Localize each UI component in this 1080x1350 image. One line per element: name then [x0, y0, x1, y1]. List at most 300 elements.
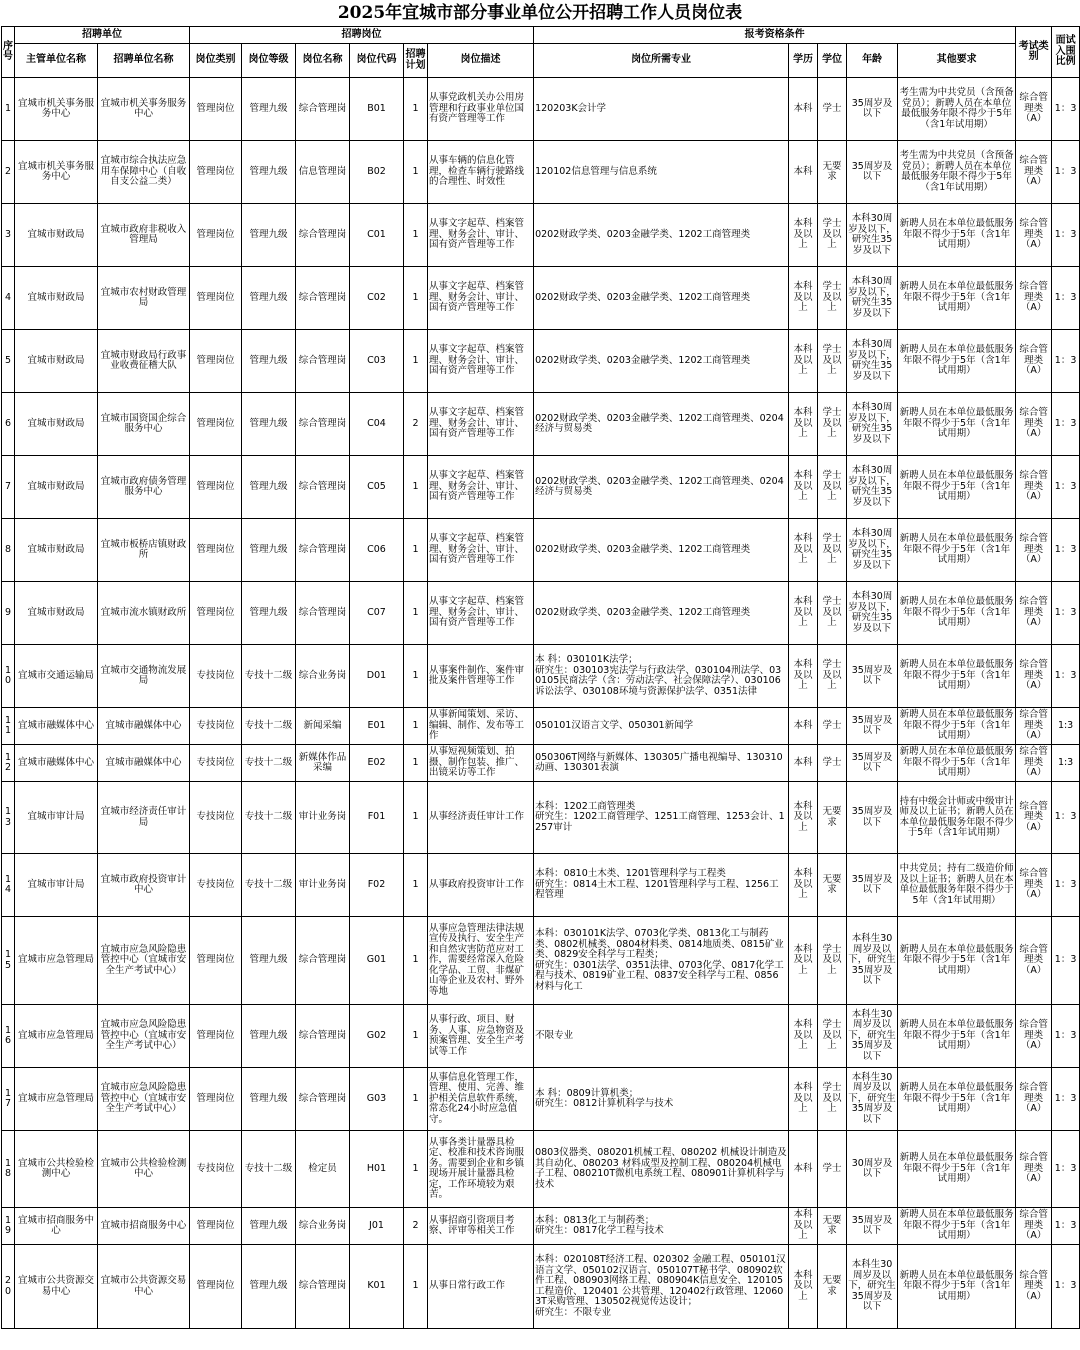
education: 本科及以上 — [789, 782, 818, 854]
hiring-plan: 1 — [404, 645, 428, 708]
major-line: 研究生：0817化学工程与技术 — [535, 1225, 664, 1236]
required-major — [534, 708, 789, 745]
major-line: 0202财政学类、0203金融学类、1202工商管理类、0204经济与贸易类 — [535, 412, 784, 434]
post-level: 专技十二级 — [242, 854, 296, 917]
header-seq: 序号 — [2, 27, 15, 78]
education: 本科及以上 — [789, 393, 818, 456]
required-major — [534, 78, 789, 141]
seq: 1 — [2, 78, 15, 141]
post-level: 管理九级 — [242, 141, 296, 204]
post-category: 专技岗位 — [190, 854, 242, 917]
dept-name: 宜城市交通运输局 — [15, 645, 98, 708]
exam-type: 综合管理类（A） — [1016, 1005, 1052, 1068]
post-code: C02 — [350, 267, 404, 330]
unit-name: 宜城市公共检验检测中心 — [98, 1131, 190, 1208]
table-row — [2, 854, 1080, 917]
post-description: 从事新闻策划、采访、编辑、制作、发布等工作 — [428, 708, 534, 745]
interview-ratio: 1：3 — [1052, 1208, 1080, 1245]
hiring-plan: 2 — [404, 393, 428, 456]
other-requirements: 新聘人员在本单位最低服务年限不得少于5年（含1年试用期） — [898, 519, 1016, 582]
major-line: 不限专业 — [535, 1029, 574, 1041]
post-description: 从事文字起草、档案管理、财务会计、审计、国有资产管理等工作 — [428, 204, 534, 267]
table-row — [2, 1068, 1080, 1131]
major-line: 0202财政学类、0203金融学类、1202工商管理类 — [535, 291, 751, 303]
table-row — [2, 1131, 1080, 1208]
education: 本科及以上 — [789, 854, 818, 917]
age-limit: 本科30周岁及以下，研究生35岁及以下 — [847, 204, 898, 267]
interview-ratio: 1：3 — [1052, 645, 1080, 708]
age-limit: 35周岁及以下 — [847, 708, 898, 745]
post-name: 综合管理岗 — [296, 456, 350, 519]
hiring-plan: 1 — [404, 745, 428, 782]
post-description: 从事短视频策划、拍摄、制作包装、推广、出镜采访等工作 — [428, 745, 534, 782]
degree: 无要求 — [818, 1245, 847, 1329]
table-row — [2, 267, 1080, 330]
post-name: 综合管理岗 — [296, 204, 350, 267]
major-line: 120102信息管理与信息系统 — [535, 165, 657, 177]
header-interview-ratio: 面试入围比例 — [1052, 27, 1080, 78]
degree: 学士及以上 — [818, 1068, 847, 1131]
dept-name: 宜城市财政局 — [15, 204, 98, 267]
education: 本科及以上 — [789, 1068, 818, 1131]
header-group-post: 招聘岗位 — [190, 27, 534, 44]
header-level: 岗位等级 — [242, 44, 296, 78]
age-limit: 本科30周岁及以下，研究生35岁及以下 — [847, 393, 898, 456]
major-line: 050306T网络与新媒体、130305广播电视编导、130310动画、130301表演 — [535, 751, 783, 773]
post-category: 管理岗位 — [190, 393, 242, 456]
dept-name: 宜城市财政局 — [15, 267, 98, 330]
unit-name: 宜城市政府投资审计中心 — [98, 854, 190, 917]
major-line: 0202财政学类、0203金融学类、1202工商管理类、0204经济与贸易类 — [535, 475, 784, 497]
education: 本科 — [789, 78, 818, 141]
required-major — [534, 1208, 789, 1245]
table-row — [2, 519, 1080, 582]
header-degree: 学位 — [818, 44, 847, 78]
interview-ratio: 1：3 — [1052, 267, 1080, 330]
major-line: 研究生：030103宪法学与行政法学、030104刑法学、030105民商法学（含：劳动法学、社会保障法学）、030106诉讼法学、030108环境与资源保护法学、0351法律 — [535, 664, 782, 697]
other-requirements: 新聘人员在本单位最低服务年限不得少于5年（含1年试用期） — [898, 330, 1016, 393]
education: 本科及以上 — [789, 917, 818, 1005]
education: 本科及以上 — [789, 330, 818, 393]
required-major — [534, 1245, 789, 1329]
major-line: 120203K会计学 — [535, 102, 607, 114]
post-description: 从事案件制作、案件审批及案件管理等工作 — [428, 645, 534, 708]
post-description: 从事日常行政工作 — [428, 1245, 534, 1329]
education: 本科及以上 — [789, 204, 818, 267]
major-line: 0803仪器类、080201机械工程、080202 机械设计制造及其自动化、080203 材料成型及控制工程、080204机械电子工程、080210T微机电系统工程、080901计算机科学与技术 — [535, 1147, 787, 1190]
table-row — [2, 204, 1080, 267]
post-description: 从事行政、项目、财务、人事、应急物资及预案管理、安全生产考试等工作 — [428, 1005, 534, 1068]
unit-name: 宜城市经济责任审计局 — [98, 782, 190, 854]
positions-table — [1, 26, 1080, 1329]
post-level: 专技十二级 — [242, 645, 296, 708]
post-code: K01 — [350, 1245, 404, 1329]
other-requirements: 新聘人员在本单位最低服务年限不得少于5年（含1年试用期） — [898, 1245, 1016, 1329]
header-edu: 学历 — [789, 44, 818, 78]
major-line: 0202财政学类、0203金融学类、1202工商管理类 — [535, 543, 751, 555]
degree: 无要求 — [818, 782, 847, 854]
post-category: 专技岗位 — [190, 1131, 242, 1208]
unit-name: 宜城市应急风险隐患管控中心（宜城市安全生产考试中心） — [98, 1005, 190, 1068]
post-category: 管理岗位 — [190, 141, 242, 204]
unit-name: 宜城市公共资源交易中心 — [98, 1245, 190, 1329]
post-level: 管理九级 — [242, 393, 296, 456]
post-category: 专技岗位 — [190, 782, 242, 854]
major-line: 0202财政学类、0203金融学类、1202工商管理类 — [535, 354, 751, 366]
post-description: 从事信息化管理工作，管理、使用、完善、维护相关信息软件系统，常态化24小时应急值守。 — [428, 1068, 534, 1131]
unit-name: 宜城市政府债务管理服务中心 — [98, 456, 190, 519]
post-name: 审计业务岗 — [296, 854, 350, 917]
dept-name: 宜城市应急管理局 — [15, 1005, 98, 1068]
post-code: C01 — [350, 204, 404, 267]
dept-name: 宜城市机关事务服务中心 — [15, 141, 98, 204]
other-requirements: 考生需为中共党员（含预备党员）；新聘人员在本单位最低服务年限不得少于5年（含1年试用期） — [898, 78, 1016, 141]
age-limit: 35周岁及以下 — [847, 645, 898, 708]
exam-type: 综合管理类（A） — [1016, 1131, 1052, 1208]
other-requirements: 新聘人员在本单位最低服务年限不得少于5年（含1年试用期） — [898, 393, 1016, 456]
major-line: 本 科：0809计算机类； — [535, 1087, 639, 1099]
table-row — [2, 393, 1080, 456]
post-description: 从事文字起草、档案管理、财务会计、审计、国有资产管理等工作 — [428, 519, 534, 582]
required-major — [534, 917, 789, 1005]
age-limit: 35周岁及以下 — [847, 1208, 898, 1245]
hiring-plan: 1 — [404, 456, 428, 519]
post-name: 综合管理岗 — [296, 78, 350, 141]
interview-ratio: 1：3 — [1052, 854, 1080, 917]
exam-type: 综合管理类（A） — [1016, 782, 1052, 854]
degree: 无要求 — [818, 141, 847, 204]
unit-name: 宜城市综合执法应急用车保障中心（自收自支公益二类） — [98, 141, 190, 204]
major-line: 本科：0813化工与制药类； — [535, 1214, 655, 1226]
education: 本科及以上 — [789, 267, 818, 330]
age-limit: 本科30周岁及以下，研究生35岁及以下 — [847, 582, 898, 645]
exam-type: 综合管理类（A） — [1016, 78, 1052, 141]
post-category: 管理岗位 — [190, 78, 242, 141]
post-code: H01 — [350, 1131, 404, 1208]
dept-name: 宜城市财政局 — [15, 393, 98, 456]
degree: 学士 — [818, 78, 847, 141]
other-requirements: 新聘人员在本单位最低服务年限不得少于5年（含1年试用期） — [898, 1208, 1016, 1245]
post-description: 从事各类计量器具检定、校准和技术咨询服务。需要到企业和乡镇现场开展计量器具检定，工作环境较为艰苦。 — [428, 1131, 534, 1208]
post-level: 管理九级 — [242, 204, 296, 267]
post-level: 管理九级 — [242, 267, 296, 330]
other-requirements: 新聘人员在本单位最低服务年限不得少于5年（含1年试用期） — [898, 1131, 1016, 1208]
seq: 17 — [2, 1068, 15, 1131]
post-code: G02 — [350, 1005, 404, 1068]
seq: 2 — [2, 141, 15, 204]
unit-name: 宜城市农村财政管理局 — [98, 267, 190, 330]
dept-name: 宜城市财政局 — [15, 330, 98, 393]
interview-ratio: 1：3 — [1052, 141, 1080, 204]
post-name: 综合管理岗 — [296, 917, 350, 1005]
required-major — [534, 141, 789, 204]
education: 本科及以上 — [789, 1245, 818, 1329]
post-category: 管理岗位 — [190, 330, 242, 393]
age-limit: 35周岁及以下 — [847, 782, 898, 854]
post-level: 管理九级 — [242, 917, 296, 1005]
major-line: 050101汉语言文学、050301新闻学 — [535, 719, 694, 731]
header-post-name: 岗位名称 — [296, 44, 350, 78]
post-code: C03 — [350, 330, 404, 393]
post-level: 管理九级 — [242, 330, 296, 393]
required-major — [534, 1131, 789, 1208]
unit-name: 宜城市融媒体中心 — [98, 745, 190, 782]
seq: 11 — [2, 708, 15, 745]
post-code: E01 — [350, 708, 404, 745]
degree: 学士及以上 — [818, 1005, 847, 1068]
exam-type: 综合管理类（A） — [1016, 854, 1052, 917]
degree: 学士及以上 — [818, 267, 847, 330]
exam-type: 综合管理类（A） — [1016, 645, 1052, 708]
other-requirements: 新聘人员在本单位最低服务年限不得少于5年（含1年试用期） — [898, 456, 1016, 519]
post-name: 综合管理岗 — [296, 1068, 350, 1131]
dept-name: 宜城市公共检验检测中心 — [15, 1131, 98, 1208]
interview-ratio: 1：3 — [1052, 917, 1080, 1005]
post-name: 综合业务岗 — [296, 1208, 350, 1245]
post-category: 专技岗位 — [190, 745, 242, 782]
degree: 学士 — [818, 1131, 847, 1208]
exam-type: 综合管理类（A） — [1016, 393, 1052, 456]
dept-name: 宜城市融媒体中心 — [15, 745, 98, 782]
age-limit: 本科30周岁及以下，研究生35岁及以下 — [847, 330, 898, 393]
other-requirements: 新聘人员在本单位最低服务年限不得少于5年（含1年试用期） — [898, 745, 1016, 782]
age-limit: 本科30周岁及以下，研究生35岁及以下 — [847, 456, 898, 519]
exam-type: 综合管理类（A） — [1016, 917, 1052, 1005]
post-name: 综合业务岗 — [296, 645, 350, 708]
hiring-plan: 1 — [404, 708, 428, 745]
table-row — [2, 782, 1080, 854]
other-requirements: 新聘人员在本单位最低服务年限不得少于5年（含1年试用期） — [898, 267, 1016, 330]
post-code: B02 — [350, 141, 404, 204]
major-line: 研究生：1202工商管理学、1251工商管理、1253会计、1257审计 — [535, 811, 785, 833]
required-major — [534, 1068, 789, 1131]
exam-type: 综合管理类（A） — [1016, 1245, 1052, 1329]
hiring-plan: 1 — [404, 1131, 428, 1208]
degree: 学士及以上 — [818, 204, 847, 267]
table-row — [2, 141, 1080, 204]
seq: 7 — [2, 456, 15, 519]
dept-name: 宜城市公共资源交易中心 — [15, 1245, 98, 1329]
page-title: 2025年宜城市部分事业单位公开招聘工作人员岗位表 — [337, 3, 743, 23]
post-level: 管理九级 — [242, 1245, 296, 1329]
interview-ratio: 1:3 — [1052, 745, 1080, 782]
post-level: 管理九级 — [242, 1005, 296, 1068]
header-age: 年龄 — [847, 44, 898, 78]
seq: 19 — [2, 1208, 15, 1245]
post-description: 从事文字起草、档案管理、财务会计、审计、国有资产管理等工作 — [428, 330, 534, 393]
post-level: 管理九级 — [242, 582, 296, 645]
table-row — [2, 1005, 1080, 1068]
post-level: 管理九级 — [242, 519, 296, 582]
header-other: 其他要求 — [898, 44, 1016, 78]
dept-name: 宜城市审计局 — [15, 854, 98, 917]
post-code: B01 — [350, 78, 404, 141]
degree: 学士及以上 — [818, 393, 847, 456]
table-row — [2, 1245, 1080, 1329]
required-major — [534, 393, 789, 456]
required-major — [534, 745, 789, 782]
interview-ratio: 1：3 — [1052, 1131, 1080, 1208]
post-name: 综合管理岗 — [296, 393, 350, 456]
post-code: C05 — [350, 456, 404, 519]
exam-type: 综合管理类（A） — [1016, 330, 1052, 393]
header-category: 岗位类别 — [190, 44, 242, 78]
post-category: 管理岗位 — [190, 917, 242, 1005]
post-name: 综合管理岗 — [296, 1245, 350, 1329]
age-limit: 本科生30周岁及以下，研究生35周岁及以下 — [847, 1005, 898, 1068]
exam-type: 综合管理类（A） — [1016, 745, 1052, 782]
post-code: C04 — [350, 393, 404, 456]
major-line: 本科：1202工商管理类 — [535, 800, 636, 812]
hiring-plan: 1 — [404, 78, 428, 141]
post-description: 从事经济责任审计工作 — [428, 782, 534, 854]
table-row — [2, 917, 1080, 1005]
hiring-plan: 1 — [404, 267, 428, 330]
post-name: 综合管理岗 — [296, 519, 350, 582]
education: 本科及以上 — [789, 645, 818, 708]
header-post-code: 岗位代码 — [350, 44, 404, 78]
major-line: 本科：020108T经济工程、020302 金融工程、050101汉语言文学、050102汉语言、050107T秘书学、080902软件工程、080903网络工程、080904K信息安全、120105工程造价、120401 公共管理、120402行政管理、120603T采购管理、130502视觉传达设计； — [535, 1254, 786, 1307]
post-category: 管理岗位 — [190, 1208, 242, 1245]
major-line: 0202财政学类、0203金融学类、1202工商管理类 — [535, 606, 751, 618]
post-level: 管理九级 — [242, 78, 296, 141]
major-line: 研究生：0814土木工程、1201管理科学与工程、1256工程管理 — [535, 878, 779, 901]
header-plan: 招聘计划 — [404, 44, 428, 78]
hiring-plan: 1 — [404, 204, 428, 267]
interview-ratio: 1：3 — [1052, 330, 1080, 393]
seq: 18 — [2, 1131, 15, 1208]
degree: 无要求 — [818, 1208, 847, 1245]
post-category: 管理岗位 — [190, 582, 242, 645]
dept-name: 宜城市应急管理局 — [15, 917, 98, 1005]
other-requirements: 新聘人员在本单位最低服务年限不得少于5年（含1年试用期） — [898, 1068, 1016, 1131]
hiring-plan: 1 — [404, 1245, 428, 1329]
other-requirements: 考生需为中共党员（含预备党员）；新聘人员在本单位最低服务年限不得少于5年（含1年试用期） — [898, 141, 1016, 204]
unit-name: 宜城市板桥店镇财政所 — [98, 519, 190, 582]
post-code: E02 — [350, 745, 404, 782]
education: 本科 — [789, 1131, 818, 1208]
dept-name: 宜城市财政局 — [15, 456, 98, 519]
interview-ratio: 1：3 — [1052, 1068, 1080, 1131]
exam-type: 综合管理类（A） — [1016, 1208, 1052, 1245]
interview-ratio: 1:3 — [1052, 708, 1080, 745]
table-row — [2, 1208, 1080, 1245]
post-name: 综合管理岗 — [296, 330, 350, 393]
other-requirements: 新聘人员在本单位最低服务年限不得少于5年（含1年试用期） — [898, 708, 1016, 745]
interview-ratio: 1：3 — [1052, 582, 1080, 645]
exam-type: 综合管理类（A） — [1016, 582, 1052, 645]
table-row — [2, 456, 1080, 519]
post-description: 从事文字起草、档案管理、财务会计、审计、国有资产管理等工作 — [428, 456, 534, 519]
other-requirements: 新聘人员在本单位最低服务年限不得少于5年（含1年试用期） — [898, 1005, 1016, 1068]
post-category: 管理岗位 — [190, 1245, 242, 1329]
post-code: F01 — [350, 782, 404, 854]
dept-name: 宜城市财政局 — [15, 582, 98, 645]
post-category: 管理岗位 — [190, 1005, 242, 1068]
required-major — [534, 267, 789, 330]
hiring-plan: 1 — [404, 519, 428, 582]
post-level: 专技十二级 — [242, 782, 296, 854]
major-line: 0202财政学类、0203金融学类、1202工商管理类 — [535, 228, 751, 240]
unit-name: 宜城市政府非税收入管理局 — [98, 204, 190, 267]
seq: 10 — [2, 645, 15, 708]
education: 本科及以上 — [789, 456, 818, 519]
interview-ratio: 1：3 — [1052, 1005, 1080, 1068]
degree: 学士及以上 — [818, 645, 847, 708]
post-level: 管理九级 — [242, 1208, 296, 1245]
unit-name: 宜城市应急风险隐患管控中心（宜城市安全生产考试中心） — [98, 917, 190, 1005]
post-name: 综合管理岗 — [296, 1005, 350, 1068]
header-major: 岗位所需专业 — [534, 44, 789, 78]
dept-name: 宜城市招商服务中心 — [15, 1208, 98, 1245]
post-category: 专技岗位 — [190, 645, 242, 708]
hiring-plan: 1 — [404, 582, 428, 645]
required-major — [534, 330, 789, 393]
exam-type: 综合管理类（A） — [1016, 708, 1052, 745]
post-level: 管理九级 — [242, 1068, 296, 1131]
post-description: 从事应急管理法律法规宣传及执行、安全生产和自然灾害防范应对工作，需要经常深入危险化学品、工贸、非煤矿山等企业及农村、野外等地 — [428, 917, 534, 1005]
other-requirements: 持有中级会计师或中级审计师及以上证书；新聘人员在本单位最低服务年限不得少于5年（含1年试用期） — [898, 782, 1016, 854]
degree: 学士及以上 — [818, 456, 847, 519]
required-major — [534, 854, 789, 917]
other-requirements: 新聘人员在本单位最低服务年限不得少于5年（含1年试用期） — [898, 917, 1016, 1005]
table-row — [2, 645, 1080, 708]
age-limit: 35周岁及以下 — [847, 78, 898, 141]
post-description: 从事文字起草、档案管理、财务会计、审计、国有资产管理等工作 — [428, 393, 534, 456]
education: 本科 — [789, 745, 818, 782]
post-description: 从事车辆的信息化管理，检查车辆行驶路线的合理性、时效性 — [428, 141, 534, 204]
seq: 13 — [2, 782, 15, 854]
table-row — [2, 745, 1080, 782]
unit-name: 宜城市招商服务中心 — [98, 1208, 190, 1245]
degree: 学士及以上 — [818, 330, 847, 393]
degree: 学士及以上 — [818, 917, 847, 1005]
table-row — [2, 708, 1080, 745]
exam-type: 综合管理类（A） — [1016, 267, 1052, 330]
unit-name: 宜城市国资国企综合服务中心 — [98, 393, 190, 456]
seq: 20 — [2, 1245, 15, 1329]
post-code: C07 — [350, 582, 404, 645]
age-limit: 35周岁及以下 — [847, 854, 898, 917]
other-requirements: 新聘人员在本单位最低服务年限不得少于5年（含1年试用期） — [898, 582, 1016, 645]
post-name: 新媒体作品采编 — [296, 745, 350, 782]
interview-ratio: 1：3 — [1052, 393, 1080, 456]
post-category: 管理岗位 — [190, 519, 242, 582]
education: 本科及以上 — [789, 1208, 818, 1245]
dept-name: 宜城市机关事务服务中心 — [15, 78, 98, 141]
post-category: 管理岗位 — [190, 267, 242, 330]
header-unit: 招聘单位名称 — [98, 44, 190, 78]
exam-type: 综合管理类（A） — [1016, 1068, 1052, 1131]
post-name: 信息管理岗 — [296, 141, 350, 204]
post-code: D01 — [350, 645, 404, 708]
table-row — [2, 582, 1080, 645]
header-desc: 岗位描述 — [428, 44, 534, 78]
age-limit: 本科生30周岁及以下，研究生35周岁及以下 — [847, 917, 898, 1005]
exam-type: 综合管理类（A） — [1016, 141, 1052, 204]
seq: 14 — [2, 854, 15, 917]
post-level: 专技十二级 — [242, 745, 296, 782]
unit-name: 宜城市交通物流发展局 — [98, 645, 190, 708]
seq: 6 — [2, 393, 15, 456]
seq: 4 — [2, 267, 15, 330]
exam-type: 综合管理类（A） — [1016, 519, 1052, 582]
post-level: 管理九级 — [242, 456, 296, 519]
post-code: J01 — [350, 1208, 404, 1245]
major-line: 本科：030101K法学、0703化学类、0813化工与制药类、0802机械类、0804材料类、0814地质类、0815矿业类、0829安全科学与工程类； — [535, 928, 784, 960]
degree: 学士及以上 — [818, 519, 847, 582]
interview-ratio: 1：3 — [1052, 1245, 1080, 1329]
